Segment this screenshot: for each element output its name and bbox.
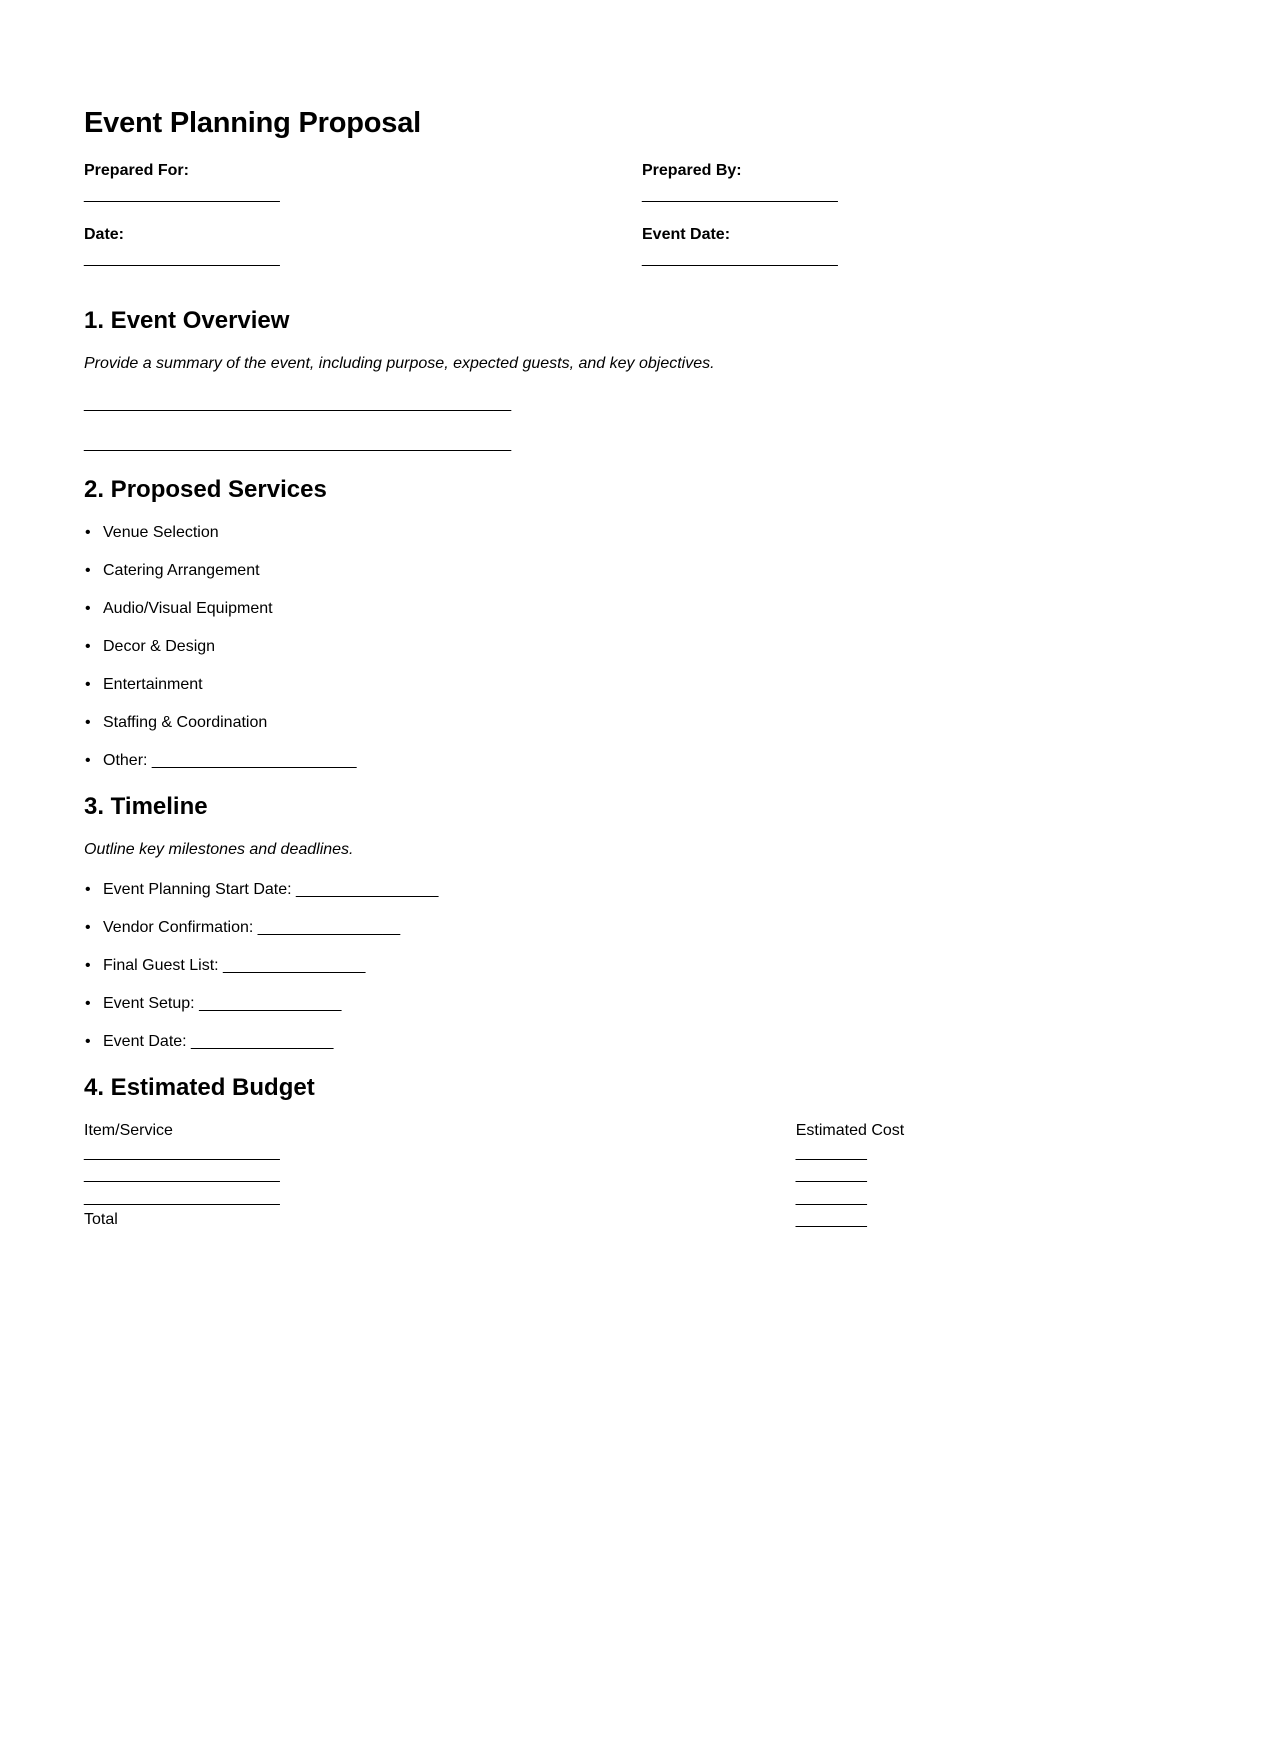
field-event-date [642, 223, 1179, 271]
section-description: Outline key milestones and deadlines. [84, 841, 354, 859]
field-prepared-by [642, 159, 1179, 207]
budget-item-line: ______________________ [84, 1143, 280, 1161]
budget-row [84, 1142, 1179, 1164]
budget-item-line: ______________________ [84, 1188, 280, 1206]
bullet-icon [85, 673, 91, 697]
budget-cost-line: ________ [795, 1166, 867, 1184]
service-item [84, 635, 1179, 659]
bullet-icon [85, 954, 91, 978]
service-item-label: Entertainment [103, 676, 203, 694]
timeline-item-label: Event Date: ________________ [103, 1033, 334, 1051]
service-item [84, 711, 1179, 735]
bullet-icon [85, 749, 91, 773]
section-heading: 1. Event Overview [84, 306, 290, 334]
service-item [84, 559, 1179, 583]
budget-header-row [84, 1120, 1179, 1142]
timeline-item [84, 878, 1179, 902]
timeline-item [84, 954, 1179, 978]
budget-item-line: ______________________ [84, 1166, 280, 1184]
field-date [84, 223, 642, 271]
total-cost-line: ________ [795, 1211, 867, 1229]
timeline-item-label: Final Guest List: ________________ [103, 957, 366, 975]
timeline-item-label: Event Setup: ________________ [103, 995, 342, 1013]
section-timeline [84, 791, 1179, 1054]
section-heading: 2. Proposed Services [84, 475, 327, 503]
bullet-icon [85, 521, 91, 545]
bullet-icon [85, 711, 91, 735]
service-item-label: Audio/Visual Equipment [103, 600, 273, 618]
timeline-item-label: Vendor Confirmation: ________________ [103, 919, 401, 937]
section-estimated-budget [84, 1072, 1179, 1231]
service-item-other [84, 749, 1179, 773]
overview-blank-line: ________________________________________________ [84, 394, 512, 412]
column-header-estimated-cost: Estimated Cost [795, 1121, 905, 1139]
field-prepared-for [84, 159, 642, 207]
page-title: Event Planning Proposal [84, 107, 422, 139]
service-item-label: Decor & Design [103, 638, 216, 656]
bullet-icon [85, 992, 91, 1016]
services-list [84, 521, 1179, 773]
field-blank-line: ______________________ [642, 249, 838, 267]
bullet-icon [85, 916, 91, 940]
bullet-icon [85, 597, 91, 621]
service-item-label: Catering Arrangement [103, 562, 260, 580]
budget-table [84, 1120, 1179, 1232]
bullet-icon [85, 635, 91, 659]
field-label: Event Date: [642, 225, 731, 243]
total-label: Total [84, 1211, 118, 1229]
service-item-label: Venue Selection [103, 524, 219, 542]
column-header-item-service: Item/Service [84, 1121, 173, 1139]
budget-cost-line: ________ [795, 1143, 867, 1161]
service-item-label: Other: _______________________ [103, 752, 357, 770]
timeline-item [84, 1030, 1179, 1054]
field-blank-line: ______________________ [84, 249, 280, 267]
timeline-item [84, 916, 1179, 940]
budget-row [84, 1164, 1179, 1186]
service-item [84, 597, 1179, 621]
field-blank-line: ______________________ [84, 185, 280, 203]
bullet-icon [85, 1030, 91, 1054]
field-label: Prepared For: [84, 161, 189, 179]
timeline-item [84, 992, 1179, 1016]
service-item [84, 521, 1179, 545]
budget-total-row [84, 1209, 1179, 1231]
section-event-overview [84, 305, 1179, 456]
field-label: Prepared By: [642, 161, 742, 179]
overview-blank-line: ________________________________________________ [84, 434, 512, 452]
timeline-list [84, 878, 1179, 1054]
field-blank-line: ______________________ [642, 185, 838, 203]
bullet-icon [85, 559, 91, 583]
budget-cost-line: ________ [795, 1188, 867, 1206]
section-description: Provide a summary of the event, including purpose, expected guests, and key objectives. [84, 354, 715, 372]
budget-row [84, 1187, 1179, 1209]
service-item-label: Staffing & Coordination [103, 714, 268, 732]
section-heading: 4. Estimated Budget [84, 1074, 315, 1102]
bullet-icon [85, 878, 91, 902]
section-heading: 3. Timeline [84, 793, 208, 821]
timeline-item-label: Event Planning Start Date: ________________ [103, 881, 439, 899]
header-fields [84, 159, 1179, 287]
field-label: Date: [84, 225, 125, 243]
section-proposed-services [84, 474, 1179, 773]
service-item [84, 673, 1179, 697]
